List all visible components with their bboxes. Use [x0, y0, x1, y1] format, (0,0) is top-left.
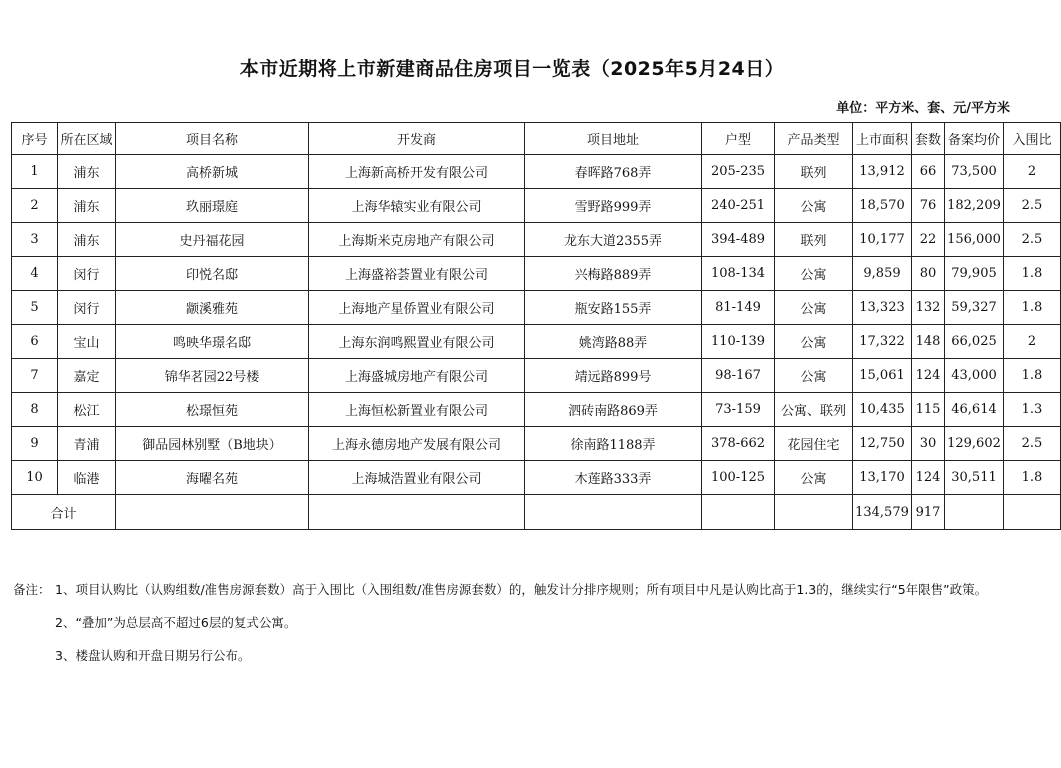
table-row — [12, 427, 1061, 461]
table-cell: 129,602 — [945, 427, 1004, 461]
table-cell-empty — [1004, 495, 1061, 530]
table-cell-empty — [116, 495, 309, 530]
table-cell-empty — [702, 495, 775, 530]
table-cell: 上海盛裕荟置业有限公司 — [309, 257, 525, 291]
table-row — [12, 393, 1061, 427]
table-cell: 5 — [12, 291, 58, 325]
total-row — [12, 495, 1061, 530]
table-cell: 公寓 — [775, 325, 853, 359]
header-cell: 套数 — [912, 123, 945, 155]
table-cell: 公寓 — [775, 461, 853, 495]
table-cell: 公寓 — [775, 291, 853, 325]
table-cell: 姚湾路88弄 — [525, 325, 702, 359]
table-cell: 13,912 — [853, 155, 912, 189]
table-cell: 御品园林别墅（B地块） — [116, 427, 309, 461]
note-line — [13, 613, 987, 646]
table-row — [12, 155, 1061, 189]
table-cell: 124 — [912, 359, 945, 393]
table-cell: 73,500 — [945, 155, 1004, 189]
table-cell: 1.8 — [1004, 291, 1061, 325]
table-cell: 龙东大道2355弄 — [525, 223, 702, 257]
header-cell: 开发商 — [309, 123, 525, 155]
table-cell: 59,327 — [945, 291, 1004, 325]
table-cell: 徐南路1188弄 — [525, 427, 702, 461]
table-cell: 浦东 — [58, 155, 116, 189]
table-cell: 148 — [912, 325, 945, 359]
table-cell: 79,905 — [945, 257, 1004, 291]
table-cell: 靖远路899号 — [525, 359, 702, 393]
note-text: 3、楼盘认购和开盘日期另行公布。 — [55, 648, 251, 663]
unit-note: 单位：平方米、套、元/平方米 — [836, 101, 1010, 116]
header-cell: 户型 — [702, 123, 775, 155]
header-cell: 备案均价 — [945, 123, 1004, 155]
table-cell: 史丹福花园 — [116, 223, 309, 257]
table-cell: 378-662 — [702, 427, 775, 461]
table-cell: 108-134 — [702, 257, 775, 291]
table-cell: 156,000 — [945, 223, 1004, 257]
table-cell: 6 — [12, 325, 58, 359]
table-cell: 春晖路768弄 — [525, 155, 702, 189]
table-cell: 高桥新城 — [116, 155, 309, 189]
table-cell: 上海华辕实业有限公司 — [309, 189, 525, 223]
table-cell: 松璟恒苑 — [116, 393, 309, 427]
page-title: 本市近期将上市新建商品住房项目一览表（2025年5月24日） — [239, 58, 785, 80]
table-cell-empty — [309, 495, 525, 530]
table-cell: 1.3 — [1004, 393, 1061, 427]
header-cell: 序号 — [12, 123, 58, 155]
table-cell: 海曜名苑 — [116, 461, 309, 495]
table-cell: 松江 — [58, 393, 116, 427]
table-cell: 泗砖南路869弄 — [525, 393, 702, 427]
table-cell: 394-489 — [702, 223, 775, 257]
table-cell: 玖丽璟庭 — [116, 189, 309, 223]
table-cell: 13,170 — [853, 461, 912, 495]
table-cell: 1.8 — [1004, 257, 1061, 291]
table-cell: 73-159 — [702, 393, 775, 427]
table-cell: 205-235 — [702, 155, 775, 189]
table-cell: 30,511 — [945, 461, 1004, 495]
table-cell: 浦东 — [58, 189, 116, 223]
table-cell: 锦华茗园22号楼 — [116, 359, 309, 393]
table-cell: 80 — [912, 257, 945, 291]
table-row — [12, 359, 1061, 393]
table-cell: 上海盛城房地产有限公司 — [309, 359, 525, 393]
table-cell: 100-125 — [702, 461, 775, 495]
table-header-row — [12, 123, 1061, 155]
table-cell: 宝山 — [58, 325, 116, 359]
table-cell: 2 — [1004, 155, 1061, 189]
table-cell: 81-149 — [702, 291, 775, 325]
table-cell: 4 — [12, 257, 58, 291]
table-cell: 98-167 — [702, 359, 775, 393]
table-cell: 132 — [912, 291, 945, 325]
table-cell: 2.5 — [1004, 223, 1061, 257]
table-cell: 1 — [12, 155, 58, 189]
table-cell: 43,000 — [945, 359, 1004, 393]
table-cell: 12,750 — [853, 427, 912, 461]
table-cell: 上海永德房地产发展有限公司 — [309, 427, 525, 461]
table-cell: 鸣映华璟名邸 — [116, 325, 309, 359]
table-cell: 10 — [12, 461, 58, 495]
table-cell: 124 — [912, 461, 945, 495]
table-cell-empty — [525, 495, 702, 530]
header-cell: 项目地址 — [525, 123, 702, 155]
table-cell: 1.8 — [1004, 461, 1061, 495]
header-cell: 上市面积 — [853, 123, 912, 155]
total-area: 134,579 — [853, 495, 912, 530]
table-cell: 花园住宅 — [775, 427, 853, 461]
table-cell: 联列 — [775, 223, 853, 257]
table-cell: 66,025 — [945, 325, 1004, 359]
total-label: 合计 — [12, 495, 116, 530]
table-cell: 上海斯米克房地产有限公司 — [309, 223, 525, 257]
table-cell: 公寓 — [775, 359, 853, 393]
table-cell: 10,435 — [853, 393, 912, 427]
table-cell: 30 — [912, 427, 945, 461]
table-row — [12, 291, 1061, 325]
table-cell: 闵行 — [58, 291, 116, 325]
note-text: 1、项目认购比（认购组数/准售房源套数）高于入围比（入围组数/准售房源套数）的，触发计分排序规则；所有项目中凡是认购比高于1.3的，继续实行“5年限售”政策。 — [55, 582, 988, 597]
table-cell: 浦东 — [58, 223, 116, 257]
table-row — [12, 223, 1061, 257]
table-cell: 22 — [912, 223, 945, 257]
header-cell: 产品类型 — [775, 123, 853, 155]
table-row — [12, 189, 1061, 223]
table-cell: 2.5 — [1004, 427, 1061, 461]
table-cell: 66 — [912, 155, 945, 189]
table-cell: 18,570 — [853, 189, 912, 223]
header-cell: 入围比 — [1004, 123, 1061, 155]
note-line — [13, 646, 987, 679]
table-cell: 10,177 — [853, 223, 912, 257]
table-cell: 115 — [912, 393, 945, 427]
table-cell: 闵行 — [58, 257, 116, 291]
notes-section — [13, 580, 987, 679]
table-cell: 46,614 — [945, 393, 1004, 427]
table-cell: 公寓 — [775, 257, 853, 291]
table-cell: 上海城浩置业有限公司 — [309, 461, 525, 495]
table-cell-empty — [775, 495, 853, 530]
table-cell: 182,209 — [945, 189, 1004, 223]
table-cell: 3 — [12, 223, 58, 257]
table-row — [12, 461, 1061, 495]
table-cell: 7 — [12, 359, 58, 393]
table-cell: 17,322 — [853, 325, 912, 359]
table-cell: 兴梅路889弄 — [525, 257, 702, 291]
table-cell: 颛溪雅苑 — [116, 291, 309, 325]
table-cell: 240-251 — [702, 189, 775, 223]
table-cell: 联列 — [775, 155, 853, 189]
note-line — [13, 580, 987, 613]
notes-label: 备注： — [13, 582, 51, 597]
table-cell: 嘉定 — [58, 359, 116, 393]
table-cell: 15,061 — [853, 359, 912, 393]
table-cell: 9,859 — [853, 257, 912, 291]
table-cell: 雪野路999弄 — [525, 189, 702, 223]
table-cell: 2.5 — [1004, 189, 1061, 223]
table-cell: 上海东润鸣熙置业有限公司 — [309, 325, 525, 359]
table-cell-empty — [945, 495, 1004, 530]
table-cell: 13,323 — [853, 291, 912, 325]
table-cell: 青浦 — [58, 427, 116, 461]
table-cell: 上海地产星侨置业有限公司 — [309, 291, 525, 325]
table-row — [12, 325, 1061, 359]
table-cell: 9 — [12, 427, 58, 461]
table-row — [12, 257, 1061, 291]
table-cell: 上海新高桥开发有限公司 — [309, 155, 525, 189]
table-cell: 临港 — [58, 461, 116, 495]
note-text: 2、“叠加”为总层高不超过6层的复式公寓。 — [55, 615, 297, 630]
header-cell: 所在区域 — [58, 123, 116, 155]
table-cell: 瓶安路155弄 — [525, 291, 702, 325]
table-cell: 木莲路333弄 — [525, 461, 702, 495]
table-cell: 1.8 — [1004, 359, 1061, 393]
table-cell: 2 — [1004, 325, 1061, 359]
project-table — [11, 122, 1061, 530]
table-cell: 76 — [912, 189, 945, 223]
header-cell: 项目名称 — [116, 123, 309, 155]
table-cell: 8 — [12, 393, 58, 427]
total-units: 917 — [912, 495, 945, 530]
table-cell: 2 — [12, 189, 58, 223]
table-cell: 110-139 — [702, 325, 775, 359]
table-cell: 公寓 — [775, 189, 853, 223]
table-cell: 公寓、联列 — [775, 393, 853, 427]
table-cell: 印悦名邸 — [116, 257, 309, 291]
table-cell: 上海恒松新置业有限公司 — [309, 393, 525, 427]
